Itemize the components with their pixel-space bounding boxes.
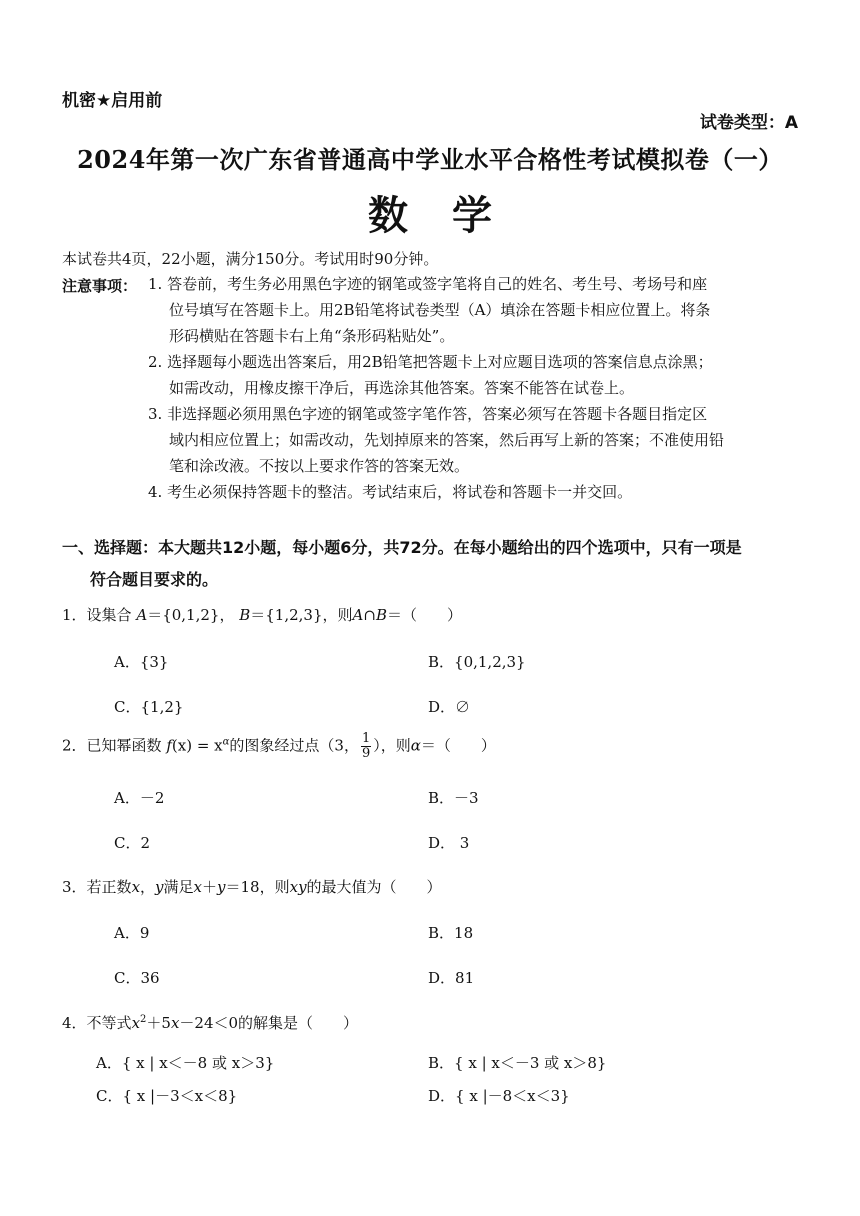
section-heading-line: 符合题目要求的。 <box>90 570 219 589</box>
question-1-stem <box>62 604 462 625</box>
math-var: xy <box>289 878 307 896</box>
option-text: 3 <box>455 834 470 852</box>
option-label: B． <box>428 1054 455 1072</box>
notice-list <box>148 271 800 505</box>
math-var: x <box>193 878 203 896</box>
option-text: 18 <box>454 924 474 942</box>
option-c[interactable] <box>114 967 160 988</box>
option-text: { x |－3＜x＜8} <box>122 1087 238 1105</box>
notice-item <box>148 479 800 505</box>
option-label: A． <box>114 789 140 807</box>
math-var: B <box>239 606 251 624</box>
notice-line: 3. 非选择题必须用黑色字迹的钢笔或签字笔作答，答案必须写在答题卡各题目指定区 <box>148 405 708 423</box>
stem-text: －24＜0的解集是（ ） <box>179 1014 359 1032</box>
math-op: ∩ <box>363 606 376 624</box>
option-text: －3 <box>454 789 479 807</box>
math-var: y <box>155 878 164 896</box>
fraction-denominator: 9 <box>361 746 371 761</box>
math-var: x <box>131 878 141 896</box>
stem-text: 设集合 <box>86 606 132 624</box>
section-heading <box>62 532 802 596</box>
question-number: 1． <box>62 606 87 624</box>
option-label: D． <box>428 698 456 716</box>
option-d[interactable] <box>428 832 469 853</box>
math-op: ＋ <box>202 878 218 896</box>
option-text: {3} <box>139 653 169 671</box>
math-exponent: 2 <box>140 1014 147 1025</box>
option-c[interactable] <box>114 696 183 717</box>
math-exponent: α <box>222 736 230 748</box>
option-a[interactable] <box>114 787 164 808</box>
stem-text: ＝{1,2,3}，则 <box>250 606 353 624</box>
math-var: y <box>217 878 226 896</box>
option-text: 81 <box>455 969 475 987</box>
option-text: {0,1,2,3} <box>454 653 526 671</box>
math-expr: (x) = x <box>171 736 223 755</box>
option-b[interactable] <box>428 922 473 943</box>
option-text: ∅ <box>455 698 471 716</box>
notice-line: 笔和涂改液。不按以上要求作答的答案无效。 <box>169 457 470 475</box>
option-text: { x |－8＜x＜3} <box>455 1087 570 1105</box>
notice-label: 注意事项： <box>62 277 138 295</box>
option-c[interactable] <box>96 1085 237 1106</box>
stem-text: ），则 <box>373 736 411 755</box>
option-a[interactable] <box>96 1052 274 1073</box>
stem-text: 若正数 <box>86 878 132 896</box>
option-a[interactable] <box>114 922 149 943</box>
option-text: { x | x＜－3 或 x＞8} <box>454 1054 607 1072</box>
math-var: B <box>375 606 387 624</box>
stem-text: 满足 <box>163 878 194 896</box>
option-b[interactable] <box>428 787 479 808</box>
option-d[interactable] <box>428 1085 570 1106</box>
option-label: C． <box>114 834 141 852</box>
paper-type-label: 试卷类型：A <box>699 113 798 133</box>
option-d[interactable] <box>428 696 470 717</box>
option-label: D． <box>428 834 456 852</box>
option-label: C． <box>114 698 141 716</box>
option-text: 36 <box>140 969 160 987</box>
stem-text: 不等式 <box>86 1014 132 1032</box>
option-label: D． <box>428 1087 456 1105</box>
stem-text: 的图象经过点（3， <box>229 736 359 755</box>
option-label: C． <box>96 1087 123 1105</box>
notice-line: 域内相应位置上；如需改动，先划掉原来的答案，然后再写上新的答案；不准使用铅 <box>169 431 725 449</box>
notice-line: 如需改动，用橡皮擦干净后，再选涂其他答案。答案不能答在试卷上。 <box>169 379 635 397</box>
notice-line: 1. 答卷前，考生务必用黑色字迹的钢笔或签字笔将自己的姓名、考生号、考场号和座 <box>148 275 708 293</box>
stem-text: 的最大值为（ ） <box>306 878 442 896</box>
option-text: {1,2} <box>140 698 184 716</box>
math-expr: ＋5 <box>146 1014 171 1032</box>
stem-text: 已知幂函数 <box>86 736 162 755</box>
stem-text: ＝（ ） <box>420 736 496 755</box>
fraction-numerator: 1 <box>361 731 371 746</box>
option-label: C． <box>114 969 141 987</box>
option-text: 2 <box>140 834 151 852</box>
option-c[interactable] <box>114 832 150 853</box>
question-3-stem <box>62 876 442 897</box>
question-number: 3． <box>62 878 87 896</box>
section-heading-line: 一、选择题：本大题共12小题，每小题6分，共72分。在每小题给出的四个选项中，只有一项是 <box>62 538 742 557</box>
subject-title: 数学 <box>368 193 536 239</box>
math-var: α <box>410 736 421 755</box>
option-label: D． <box>428 969 456 987</box>
question-number: 2． <box>62 736 87 755</box>
stem-text: ＝18，则 <box>225 878 290 896</box>
option-b[interactable] <box>428 651 526 672</box>
stem-text: ＝{0,1,2}， <box>147 606 235 624</box>
question-4-stem <box>62 1012 358 1033</box>
option-label: A． <box>114 653 140 671</box>
option-label: B． <box>428 789 455 807</box>
stem-text: ， <box>140 878 156 896</box>
option-text: －2 <box>139 789 165 807</box>
fraction <box>361 732 371 761</box>
math-var: A <box>352 606 364 624</box>
option-text: { x | x＜－8 或 x＞3} <box>121 1054 275 1072</box>
notice-item <box>148 401 800 479</box>
exam-title: 2024年第一次广东省普通高中学业水平合格性考试模拟卷（一） <box>77 145 783 174</box>
option-text: 9 <box>139 924 150 942</box>
math-var: x <box>131 1014 141 1032</box>
notice-item <box>148 271 800 349</box>
math-var: x <box>170 1014 180 1032</box>
option-label: A． <box>96 1054 122 1072</box>
confidential-label: 机密★启用前 <box>62 91 163 111</box>
option-label: B． <box>428 924 455 942</box>
notice-line: 2. 选择题每小题选出答案后，用2B铅笔把答题卡上对应题目选项的答案信息点涂黑； <box>148 353 713 371</box>
option-d[interactable] <box>428 967 474 988</box>
option-label: A． <box>114 924 140 942</box>
exam-intro: 本试卷共4页，22小题，满分150分。考试用时90分钟。 <box>62 250 439 268</box>
question-number: 4． <box>62 1014 87 1032</box>
stem-text: ＝（ ） <box>386 606 462 624</box>
option-b[interactable] <box>428 1052 606 1073</box>
question-2-stem <box>62 732 496 761</box>
notice-item <box>148 349 800 401</box>
option-a[interactable] <box>114 651 168 672</box>
notice-line: 位号填写在答题卡上。用2B铅笔将试卷类型（A）填涂在答题卡相应位置上。将条 <box>169 301 711 319</box>
notice-line: 4. 考生必须保持答题卡的整洁。考试结束后，将试卷和答题卡一并交回。 <box>148 483 633 501</box>
math-var: f <box>166 736 172 755</box>
option-label: B． <box>428 653 455 671</box>
math-var: A <box>136 606 148 624</box>
notice-line: 形码横贴在答题卡右上角“条形码粘贴处”。 <box>169 327 455 345</box>
